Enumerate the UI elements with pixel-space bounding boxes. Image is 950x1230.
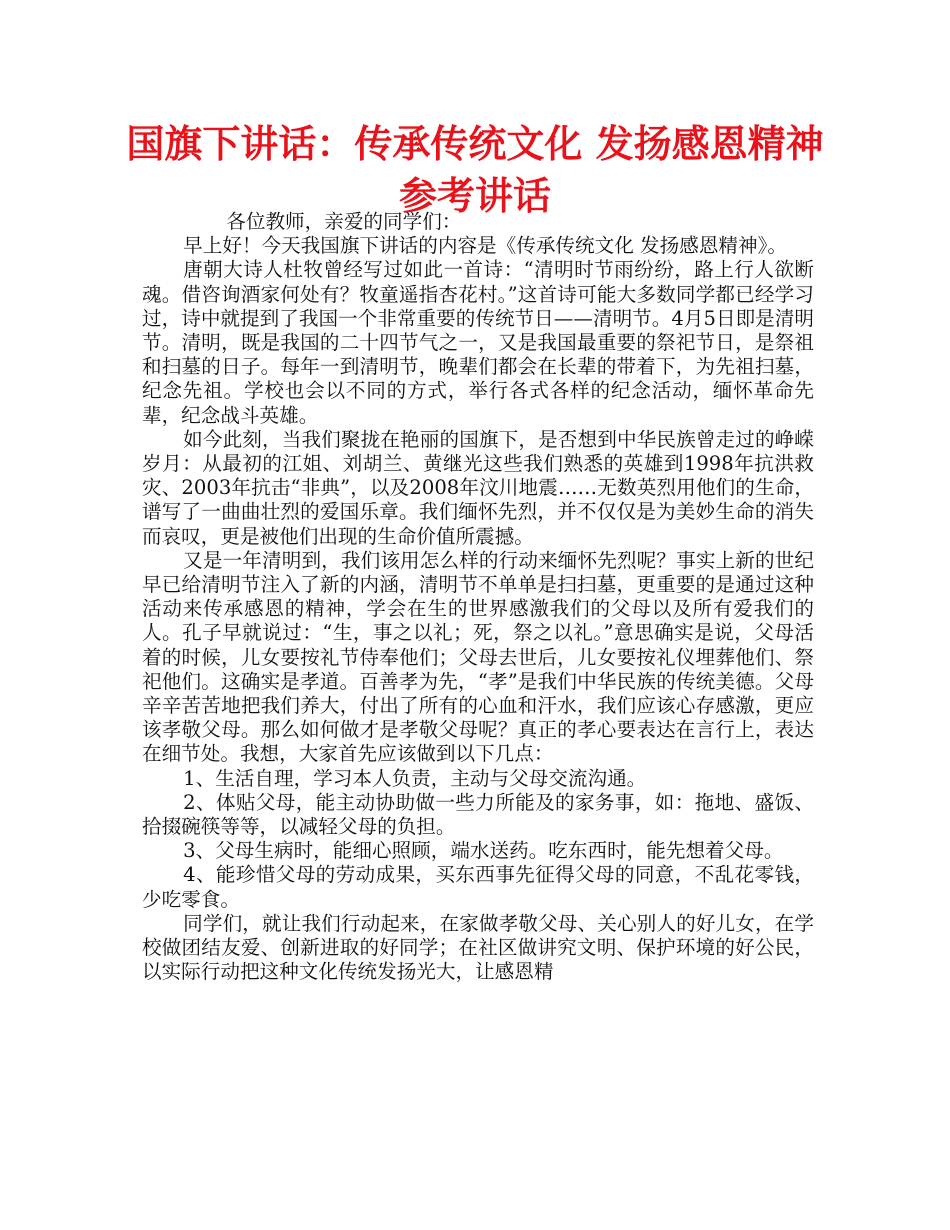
document-body	[142, 210, 814, 985]
paragraph-salutation: 各位教师，亲爱的同学们：	[226, 210, 462, 233]
list-item-2: 2、体贴父母，能主动协助做一些力所能及的家务事，如：拖地、盛饭、拾掇碗筷等等，以减轻父母的负担。	[142, 790, 814, 839]
title-line-2: 参考讲话	[398, 174, 551, 218]
paragraph-poem: 唐朝大诗人杜牧曾经写过如此一首诗：“清明时节雨纷纷，路上行人欲断魂。借咨询酒家何处有？牧童遥指杏花村。”这首诗可能大多数同学都已经学习过，诗中就提到了我国一个非常重要的传统节日——清明节。4月5日即是清明节。清明，既是我国的二十四节气之一，又是我国最重要的祭祀节日，是祭祖和扫墓的日子。每年一到清明节，晚辈们都会在长辈的带着下，为先祖扫墓，纪念先祖。学校也会以不同的方式，举行各式各样的纪念活动，缅怀革命先辈，纪念战斗英雄。	[142, 258, 814, 427]
paragraph-closing: 同学们，就让我们行动起来，在家做孝敬父母、关心别人的好儿女，在学校做团结友爱、创新进取的好同学；在社区做讲究文明、保护环境的好公民，以实际行动把这种文化传统发扬光大，让感恩精	[142, 911, 814, 984]
document-title	[100, 118, 850, 222]
list-item-3: 3、父母生病时，能细心照顾，端水送药。吃东西时，能先想着父母。	[183, 839, 784, 863]
paragraph-filial-piety: 又是一年清明到，我们该用怎么样的行动来缅怀先烈呢？事实上新的世纪早已给清明节注入了新的内涵，清明节不单单是扫扫墓，更重要的是通过这种活动来传承感恩的精神，学会在生的世界感激我们的父母以及所有爱我们的人。孔子早就说过：“生，事之以礼；死，祭之以礼。”意思确实是说，父母活着的时候，儿女要按礼节侍奉他们；父母去世后，儿女要按礼仪埋葬他们、祭祀他们。这确实是孝道。百善孝为先，“孝”是我们中华民族的传统美德。父母辛辛苦苦地把我们养大，付出了所有的心血和汗水，我们应该心存感激，更应该孝敬父母。那么如何做才是孝敬父母呢？真正的孝心要表达在言行上，表达在细节处。我想，大家首先应该做到以下几点：	[142, 548, 814, 766]
list-item-1: 1、生活自理，学习本人负责，主动与父母交流沟通。	[183, 766, 647, 790]
title-line-1: 国旗下讲话：传承传统文化 发扬感恩精神	[126, 122, 824, 166]
list-item-4: 4、能珍惜父母的劳动成果，买东西事先征得父母的同意，不乱花零钱，少吃零食。	[142, 863, 814, 911]
paragraph-greeting: 早上好！今天我国旗下讲话的内容是《传承传统文化 发扬感恩精神》。	[183, 234, 787, 258]
paragraph-heroes: 如今此刻，当我们聚拢在艳丽的国旗下，是否想到中华民族曾走过的峥嵘岁月：从最初的江姐、刘胡兰、黄继光这些我们熟悉的英雄到1998年抗洪救灾、2003年抗击“非典”，以及2008年汶川地震……无数英烈用他们的生命，谱写了一曲曲壮烈的爱国乐章。我们缅怀先烈，并不仅仅是为美妙生命的消失而哀叹，更是被他们出现的生命价值所震撼。	[142, 427, 814, 548]
